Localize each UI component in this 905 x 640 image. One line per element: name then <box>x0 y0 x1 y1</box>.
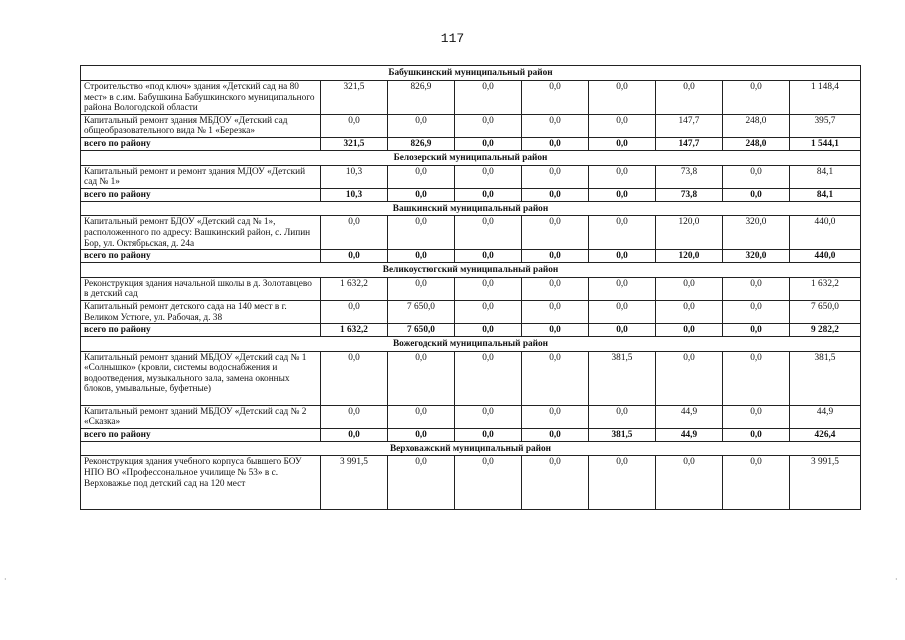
total-value-cell: 321,5 <box>321 137 388 150</box>
district-name: Вожегодский муниципальный район <box>81 337 861 352</box>
total-value-cell: 0,0 <box>522 324 589 337</box>
page-number: 117 <box>440 31 465 46</box>
value-cell: 0,0 <box>522 351 589 405</box>
budget-table-body <box>81 66 861 510</box>
total-value-cell: 0,0 <box>321 428 388 441</box>
value-cell: 0,0 <box>656 277 723 300</box>
district-header-row <box>81 66 861 81</box>
total-value-cell: 320,0 <box>723 250 790 263</box>
value-cell: 0,0 <box>522 405 589 428</box>
value-cell: 0,0 <box>455 216 522 250</box>
value-cell: 0,0 <box>589 456 656 510</box>
total-value-cell: 0,0 <box>455 137 522 150</box>
total-value-cell: 0,0 <box>723 188 790 201</box>
value-cell: 0,0 <box>522 81 589 115</box>
total-value-cell: 0,0 <box>388 188 455 201</box>
value-cell: 0,0 <box>589 81 656 115</box>
total-label: всего по району <box>81 137 321 150</box>
district-header-row <box>81 150 861 165</box>
value-cell: 0,0 <box>723 300 790 323</box>
district-header-row <box>81 337 861 352</box>
total-value-cell: 0,0 <box>388 250 455 263</box>
value-cell: 0,0 <box>388 456 455 510</box>
total-value-cell: 0,0 <box>589 324 656 337</box>
value-cell: 0,0 <box>589 216 656 250</box>
value-cell: 0,0 <box>723 165 790 188</box>
value-cell: 0,0 <box>723 405 790 428</box>
value-cell: 10,3 <box>321 165 388 188</box>
district-total-row <box>81 428 861 441</box>
value-cell: 0,0 <box>522 456 589 510</box>
value-cell: 440,0 <box>790 216 861 250</box>
value-cell: 0,0 <box>455 456 522 510</box>
value-cell: 3 991,5 <box>790 456 861 510</box>
project-description: Реконструкция здания начальной школы в д. Золотавцево в детский сад <box>81 277 321 300</box>
table-row <box>81 405 861 428</box>
table-row <box>81 216 861 250</box>
total-value-cell: 0,0 <box>522 428 589 441</box>
district-header-row <box>81 263 861 278</box>
total-label: всего по району <box>81 250 321 263</box>
value-cell: 320,0 <box>723 216 790 250</box>
district-header-row <box>81 441 861 456</box>
value-cell: 0,0 <box>723 81 790 115</box>
value-cell: 0,0 <box>589 277 656 300</box>
value-cell: 0,0 <box>522 165 589 188</box>
table-row <box>81 277 861 300</box>
value-cell: 1 148,4 <box>790 81 861 115</box>
total-value-cell: 1 544,1 <box>790 137 861 150</box>
district-name: Бабушкинский муниципальный район <box>81 66 861 81</box>
total-value-cell: 10,3 <box>321 188 388 201</box>
total-value-cell: 0,0 <box>656 324 723 337</box>
total-value-cell: 0,0 <box>522 188 589 201</box>
value-cell: 0,0 <box>656 300 723 323</box>
total-value-cell: 0,0 <box>455 250 522 263</box>
district-name: Верховажский муниципальный район <box>81 441 861 456</box>
project-description: Строительство «под ключ» здания «Детский сад на 80 мест» в с.им. Бабушкина Бабушкинского муниципального района Вологодской области <box>81 81 321 115</box>
project-description: Капитальный ремонт детского сада на 140 мест в г. Великом Устюге, ул. Рабочая, д. 38 <box>81 300 321 323</box>
total-value-cell: 0,0 <box>723 324 790 337</box>
district-total-row <box>81 324 861 337</box>
total-value-cell: 44,9 <box>656 428 723 441</box>
value-cell: 0,0 <box>455 277 522 300</box>
value-cell: 0,0 <box>321 405 388 428</box>
value-cell: 0,0 <box>522 114 589 137</box>
total-value-cell: 0,0 <box>455 428 522 441</box>
scan-mark-right: · <box>895 575 898 584</box>
value-cell: 0,0 <box>388 351 455 405</box>
budget-table <box>80 65 861 510</box>
project-description: Реконструкция здания учебного корпуса бывшего БОУ НПО ВО «Профессональное училище № 53» в с. Верховажье под детский сад на 120 мест <box>81 456 321 510</box>
district-name: Великоустюгский муниципальный район <box>81 263 861 278</box>
district-total-row <box>81 188 861 201</box>
project-description: Капитальный ремонт зданий МБДОУ «Детский сад № 1 «Солнышко» (кровли, системы водоснабжения и водоотведения, музыкального зала, замена оконных блоков, умывальные, буфетные) <box>81 351 321 405</box>
scan-mark-left: · <box>4 575 7 584</box>
value-cell: 0,0 <box>723 277 790 300</box>
total-value-cell: 0,0 <box>589 250 656 263</box>
table-row <box>81 165 861 188</box>
total-value-cell: 0,0 <box>388 428 455 441</box>
total-label: всего по району <box>81 428 321 441</box>
total-value-cell: 7 650,0 <box>388 324 455 337</box>
value-cell: 0,0 <box>723 351 790 405</box>
total-value-cell: 0,0 <box>522 250 589 263</box>
table-row <box>81 351 861 405</box>
value-cell: 0,0 <box>589 114 656 137</box>
value-cell: 395,7 <box>790 114 861 137</box>
table-row <box>81 456 861 510</box>
district-total-row <box>81 137 861 150</box>
value-cell: 0,0 <box>388 114 455 137</box>
value-cell: 0,0 <box>455 405 522 428</box>
value-cell: 44,9 <box>656 405 723 428</box>
value-cell: 0,0 <box>455 81 522 115</box>
value-cell: 381,5 <box>589 351 656 405</box>
table-row <box>81 114 861 137</box>
value-cell: 0,0 <box>656 81 723 115</box>
table-row <box>81 300 861 323</box>
value-cell: 0,0 <box>455 351 522 405</box>
value-cell: 381,5 <box>790 351 861 405</box>
total-label: всего по району <box>81 324 321 337</box>
value-cell: 0,0 <box>455 114 522 137</box>
value-cell: 0,0 <box>321 351 388 405</box>
value-cell: 0,0 <box>388 216 455 250</box>
value-cell: 0,0 <box>388 165 455 188</box>
project-description: Капитальный ремонт зданий МБДОУ «Детский сад № 2 «Сказка» <box>81 405 321 428</box>
total-value-cell: 440,0 <box>790 250 861 263</box>
total-value-cell: 9 282,2 <box>790 324 861 337</box>
total-value-cell: 381,5 <box>589 428 656 441</box>
district-name: Белозерский муниципальный район <box>81 150 861 165</box>
value-cell: 321,5 <box>321 81 388 115</box>
total-value-cell: 0,0 <box>455 324 522 337</box>
total-value-cell: 0,0 <box>321 250 388 263</box>
value-cell: 0,0 <box>388 405 455 428</box>
value-cell: 0,0 <box>656 456 723 510</box>
district-name: Вашкинский муниципальный район <box>81 201 861 216</box>
value-cell: 0,0 <box>321 300 388 323</box>
value-cell: 0,0 <box>589 300 656 323</box>
value-cell: 0,0 <box>455 300 522 323</box>
value-cell: 0,0 <box>656 351 723 405</box>
value-cell: 0,0 <box>321 114 388 137</box>
project-description: Капитальный ремонт здания МБДОУ «Детский сад общеобразовательного вида № 1 «Березка» <box>81 114 321 137</box>
total-value-cell: 426,4 <box>790 428 861 441</box>
total-value-cell: 0,0 <box>723 428 790 441</box>
total-value-cell: 0,0 <box>589 137 656 150</box>
value-cell: 7 650,0 <box>790 300 861 323</box>
project-description: Капитальный ремонт БДОУ «Детский сад № 1», расположенного по адресу: Вашкинский район, с. Липин Бор, ул. Октябрьская, д. 24а <box>81 216 321 250</box>
value-cell: 0,0 <box>522 277 589 300</box>
value-cell: 0,0 <box>388 277 455 300</box>
value-cell: 1 632,2 <box>790 277 861 300</box>
value-cell: 0,0 <box>522 300 589 323</box>
total-value-cell: 84,1 <box>790 188 861 201</box>
total-value-cell: 73,8 <box>656 188 723 201</box>
total-label: всего по району <box>81 188 321 201</box>
value-cell: 0,0 <box>522 216 589 250</box>
value-cell: 1 632,2 <box>321 277 388 300</box>
value-cell: 0,0 <box>589 165 656 188</box>
value-cell: 0,0 <box>589 405 656 428</box>
total-value-cell: 1 632,2 <box>321 324 388 337</box>
total-value-cell: 120,0 <box>656 250 723 263</box>
total-value-cell: 0,0 <box>589 188 656 201</box>
value-cell: 73,8 <box>656 165 723 188</box>
project-description: Капитальный ремонт и ремонт здания МДОУ «Детский сад № 1» <box>81 165 321 188</box>
value-cell: 44,9 <box>790 405 861 428</box>
table-row <box>81 81 861 115</box>
total-value-cell: 826,9 <box>388 137 455 150</box>
value-cell: 0,0 <box>321 216 388 250</box>
value-cell: 7 650,0 <box>388 300 455 323</box>
total-value-cell: 147,7 <box>656 137 723 150</box>
value-cell: 248,0 <box>723 114 790 137</box>
value-cell: 826,9 <box>388 81 455 115</box>
value-cell: 3 991,5 <box>321 456 388 510</box>
value-cell: 84,1 <box>790 165 861 188</box>
value-cell: 147,7 <box>656 114 723 137</box>
total-value-cell: 0,0 <box>455 188 522 201</box>
district-total-row <box>81 250 861 263</box>
total-value-cell: 248,0 <box>723 137 790 150</box>
district-header-row <box>81 201 861 216</box>
value-cell: 120,0 <box>656 216 723 250</box>
total-value-cell: 0,0 <box>522 137 589 150</box>
value-cell: 0,0 <box>455 165 522 188</box>
value-cell: 0,0 <box>723 456 790 510</box>
